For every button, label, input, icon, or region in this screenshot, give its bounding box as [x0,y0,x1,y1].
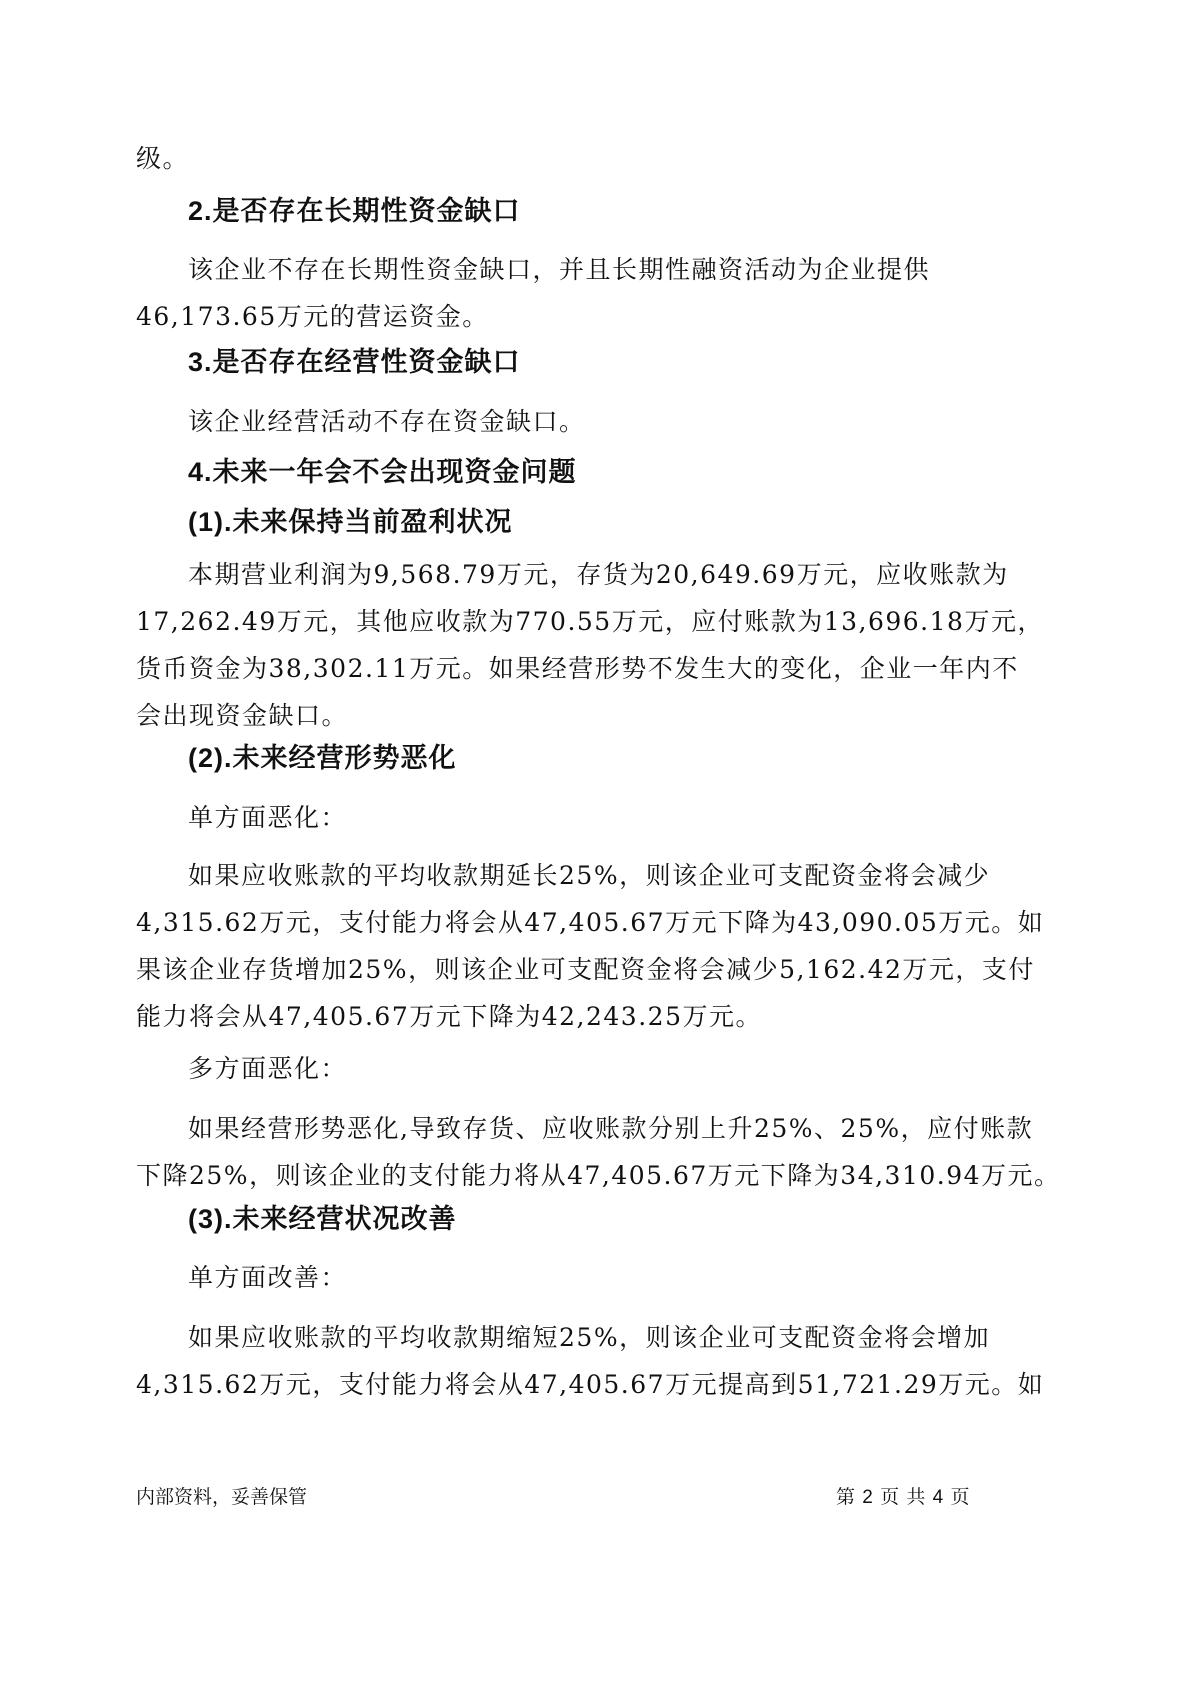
section-heading: 3.是否存在经营性资金缺口 [188,347,521,377]
text-line: 多方面恶化： [188,1054,348,1083]
paragraph [136,852,1044,1040]
text-line: 46,173.65万元的营运资金。 [136,302,489,331]
paragraph [136,1105,1061,1199]
footer-page-number: 第 2 页 共 4 页 [836,1487,971,1508]
subsection-heading: (1).未来保持当前盈利状况 [188,507,513,537]
text-line: 果该企业存货增加25%，则该企业可支配资金将会减少5,162.42万元，支付 [136,955,1035,984]
text-line: 4,315.62万元，支付能力将会从47,405.67万元下降为43,090.05万元。如 [136,908,1045,937]
text-line: 下降25%，则该企业的支付能力将从47,405.67万元下降为34,310.94万元。 [136,1161,1061,1190]
paragraph [136,246,930,340]
text-line: 如果应收账款的平均收款期延长25%，则该企业可支配资金将会减少 [188,861,991,890]
text-line: 4,315.62万元，支付能力将会从47,405.67万元提高到51,721.29万元。如 [136,1370,1045,1399]
paragraph [136,551,1044,739]
text-line: 本期营业利润为9,568.79万元，存货为20,649.69万元，应收账款为 [188,560,1009,589]
section-heading: 2.是否存在长期性资金缺口 [188,196,521,226]
paragraph [188,398,586,445]
text-line: 如果应收账款的平均收款期缩短25%，则该企业可支配资金将会增加 [188,1323,991,1352]
text-line: 该企业不存在长期性资金缺口，并且长期性融资活动为企业提供 [188,255,931,284]
text-line: 单方面改善： [188,1263,348,1292]
subsection-heading: (2).未来经营形势恶化 [188,743,457,773]
text-line: 单方面恶化： [188,803,348,832]
text-line: 该企业经营活动不存在资金缺口。 [188,407,586,436]
text-line: 能力将会从47,405.67万元下降为42,243.25万元。 [136,1002,762,1031]
text-line: 级。 [136,144,190,173]
text-line: 会出现资金缺口。 [136,701,349,730]
text-line: 17,262.49万元，其他应收款为770.55万元，应付账款为13,696.18万元， [136,607,1044,636]
paragraph [188,1045,347,1092]
section-heading: 4.未来一年会不会出现资金问题 [188,457,577,487]
footer-confidential-note: 内部资料，妥善保管 [136,1487,308,1508]
paragraph [136,1314,1044,1408]
text-line: 货币资金为38,302.11万元。如果经营形势不发生大的变化，企业一年内不 [136,654,1019,683]
text-line: 如果经营形势恶化,导致存货、应收账款分别上升25%、25%，应付账款 [188,1114,1034,1143]
paragraph [188,1254,347,1301]
paragraph [136,135,189,182]
subsection-heading: (3).未来经营状况改善 [188,1204,457,1234]
paragraph [188,794,347,841]
